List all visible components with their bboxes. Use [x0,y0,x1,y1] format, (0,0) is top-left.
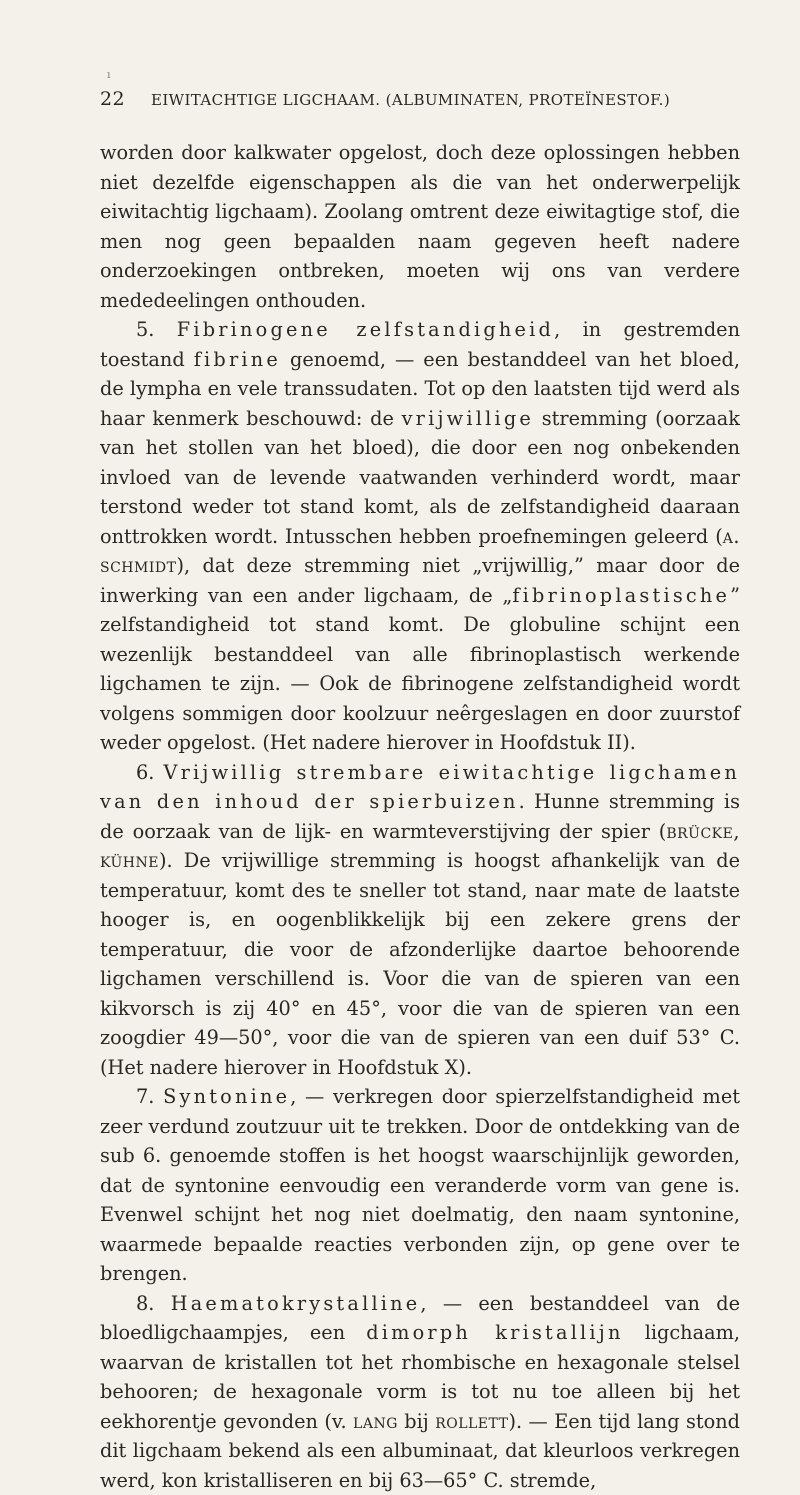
item-number: 5. [136,318,154,341]
author-reference: lang [353,1410,398,1433]
text-run: ). De vrijwillige stremming is hoogst afhankelijk van de temperatuur, komt des te sneller tot stand, naar mate de laatste hooger is, en oogenblikkelijk bij een zekere grens der temperatuur, die voor de afzonderlijke daartoe behoorende ligchamen verschillend is. Voor die van de spieren van een kikvorsch is zij 40° en 45°, voor die van de spieren van een zoogdier 49—50°, voor die van de spieren van een duif 53° C. (Het nadere hierover in Hoofdstuk X). [100,849,740,1079]
spaced-term: Haematokrystalline [171,1292,421,1315]
author-reference: rollett [435,1410,508,1433]
spaced-term: fibrinoplastische [512,584,730,607]
text-run: , — een bestanddeel van de bloedligchaampjes, een [100,1292,740,1345]
paragraph-7 [100,1082,740,1289]
text-run: . Hunne stremming is de oorzaak van de lijk- en warmteverstijving der spier ( [100,790,740,843]
paragraph-8 [100,1289,740,1495]
text-run: worden door kalkwater opgelost, doch deze oplossingen hebben niet dezelfde eigenschappen als die van het onderwerpelijk eiwitachtig ligchaam). Zoolang omtrent deze eiwitagtige stof, die men nog geen bepaalden naam gegeven heeft nadere onderzoekingen ontbreken, moeten wij ons van verdere mededeelingen onthouden. [100,141,740,312]
text-run: , — verkregen door spierzelfstandigheid met zeer verdund zoutzuur uit te trekken. Door de ontdekking van de sub 6. genoemde stoffen is het hoogst waarschijnlijk geworden, dat de syntonine eenvoudig een veranderde vorm van gene is. Evenwel schijnt het nog niet doelmatig, den naam syntonine, waarmede bepaalde reacties verbonden zijn, op gene over te brengen. [100,1085,740,1285]
spaced-term: fibrine [194,348,281,371]
printer-mark: ı [107,68,111,81]
paragraph-6 [100,758,740,1083]
item-number: 8. [136,1292,154,1315]
paragraph-5 [100,315,740,758]
page-header [100,88,740,110]
spaced-term: vrijwillige [402,407,534,430]
text-run: stremming (oorzaak van het stollen van het bloed), die door een nog onbekenden invloed van de levende vaatwanden verhinderd wordt, maar terstond weder tot stand komt, als de zelfstandigheid daaraan onttrokken wordt. Intusschen hebben proefnemingen geleerd ( [100,407,740,548]
running-head: EIWITACHTIGE LIGCHAAM. (ALBUMINATEN, PROTEÏNESTOF.) [151,91,670,109]
text-run: ” zelfstandigheid tot stand komt. De globuline schijnt een wezenlijk bestanddeel van alle fibrinoplastisch werkende ligchamen te zijn. — Ook de fibrinogene zelfstandigheid wordt volgens sommigen door koolzuur neêrgeslagen en door zuurstof weder opgelost. (Het nadere hierover in Hoofdstuk II). [100,584,740,755]
text-run: genoemd, — een bestanddeel van het bloed, de lympha en vele transsudaten. Tot op den laatsten tijd werd als haar kenmerk beschouwd: de [100,348,740,430]
paragraph-continuation [100,138,740,315]
text-run: ligchaam, waarvan de kristallen tot het rhombische en hexagonale stelsel behooren; de hexagonale vorm is tot nu toe alleen bij het eekhorentje gevonden (v. [100,1321,740,1433]
page-number: 22 [100,88,125,110]
author-reference: a. schmidt [100,525,740,578]
text-run: ), dat deze stremming niet „vrijwillig,” maar door de inwerking van een ander ligchaam, de „ [100,554,740,607]
spaced-term: Fibrinogene zelfstandigheid [177,318,554,341]
spaced-term: Vrijwillig strembare eiwitachtige ligchamen van den inhoud der spierbuizen [100,761,740,814]
spaced-term: dimorph kristallijn [366,1321,623,1344]
text-run: ). — Een tijd lang stond dit ligchaam bekend als een albuminaat, dat kleurloos verkregen werd, kon kristalliseren en bij 63—65° C. stremde, [100,1410,740,1492]
text-run: bij [404,1410,429,1433]
text-run: , in gestremden toestand [100,318,740,371]
item-number: 7. [136,1085,154,1108]
item-number: 6. [136,761,154,784]
body-text [100,138,740,1495]
spaced-term: Syntonine [163,1085,290,1108]
author-reference: brücke, kühne [100,820,740,873]
